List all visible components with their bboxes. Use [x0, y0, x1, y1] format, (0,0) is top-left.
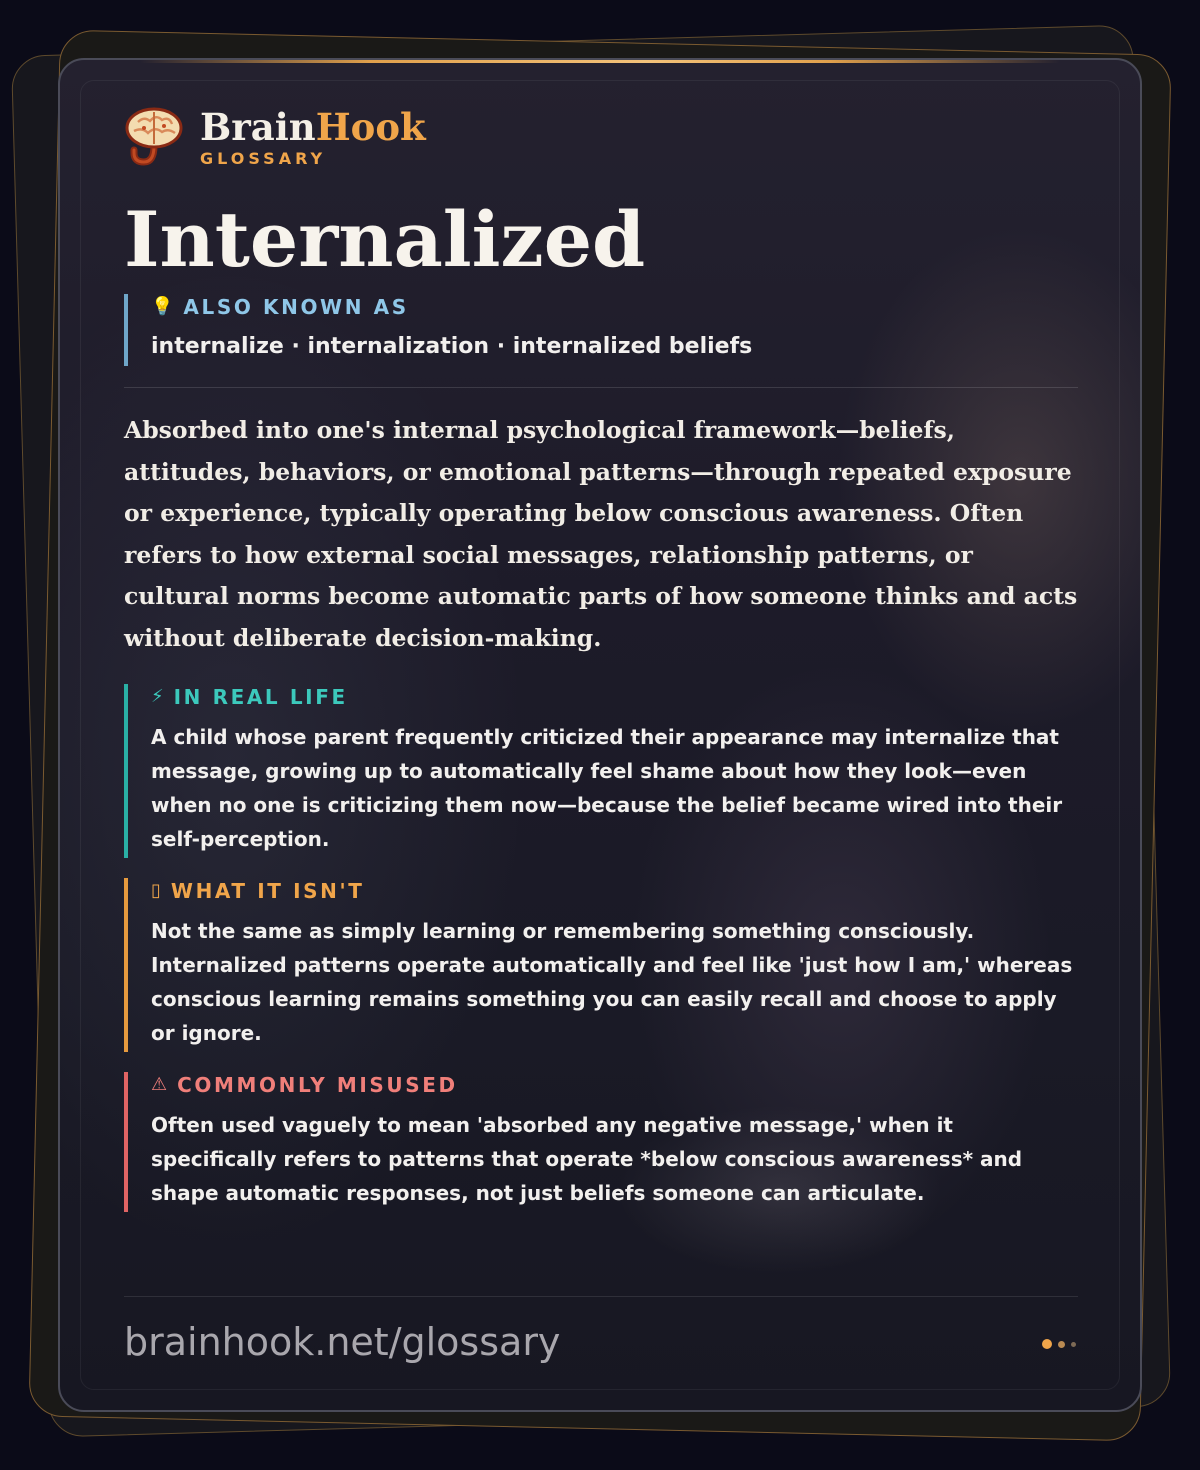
what-it-isnt-section	[124, 878, 1078, 1052]
in-real-life-label: IN REAL LIFE	[173, 685, 348, 709]
brand-subtitle: GLOSSARY	[200, 148, 327, 168]
lightning-icon: ⚡	[151, 686, 164, 707]
prohibited-icon: ▯	[151, 880, 161, 901]
brain-hook-logo-icon	[124, 106, 184, 168]
pagination-dots	[1036, 1339, 1076, 1349]
footer-url-link[interactable]: brainhook.net/glossary	[124, 1320, 561, 1364]
also-known-as-heading	[151, 294, 1078, 320]
commonly-misused-text: Often used vaguely to mean 'absorbed any negative message,' when it specifically refers to patterns that operate *below conscious awareness* and shape automatic responses, not just beliefs someone can articulate.	[151, 1113, 1023, 1205]
in-real-life-section	[124, 684, 1078, 858]
definition-text: Absorbed into one's internal psychological framework—beliefs, attitudes, behaviors, or emotional patterns—through repeated exposure or experience, typically operating below conscious awareness. Often refers to how external social messages, relationship patterns, or cultural norms become automatic parts of how someone thinks and acts without deliberate decision-making.	[124, 416, 1078, 652]
lightbulb-icon: 💡	[151, 296, 174, 317]
also-known-as-value: internalize · internalization · internalized beliefs	[151, 334, 753, 359]
brand-name	[200, 104, 426, 149]
glossary-card	[58, 58, 1142, 1412]
pagination-dot-active	[1042, 1339, 1052, 1349]
commonly-misused-heading	[151, 1072, 1078, 1098]
brand-name-brain: Brain	[200, 104, 316, 149]
in-real-life-heading	[151, 684, 1078, 710]
what-it-isnt-heading	[151, 878, 1078, 904]
brand-name-hook: Hook	[315, 104, 426, 149]
pagination-dot	[1058, 1341, 1065, 1348]
commonly-misused-section	[124, 1072, 1078, 1212]
also-known-as-label: ALSO KNOWN AS	[183, 295, 409, 319]
term-title: Internalized	[124, 195, 646, 284]
footer-divider	[124, 1296, 1078, 1297]
commonly-misused-label: COMMONLY MISUSED	[177, 1073, 458, 1097]
brand-header	[124, 106, 426, 168]
what-it-isnt-text: Not the same as simply learning or remembering something consciously. Internalized patterns operate automatically and feel like 'just how I am,' whereas conscious learning remains something you can easily recall and choose to apply or ignore.	[151, 919, 1073, 1045]
warning-icon: ⚠	[151, 1074, 168, 1095]
also-known-as-section	[124, 294, 1078, 366]
pagination-dot	[1071, 1342, 1076, 1347]
what-it-isnt-label: WHAT IT ISN'T	[170, 879, 365, 903]
section-divider	[124, 387, 1078, 388]
in-real-life-text: A child whose parent frequently criticized their appearance may internalize that message, growing up to automatically feel shame about how they look—even when no one is criticizing them now—because the belief became wired into their self-perception.	[151, 725, 1063, 851]
card-top-glow	[140, 60, 1060, 63]
